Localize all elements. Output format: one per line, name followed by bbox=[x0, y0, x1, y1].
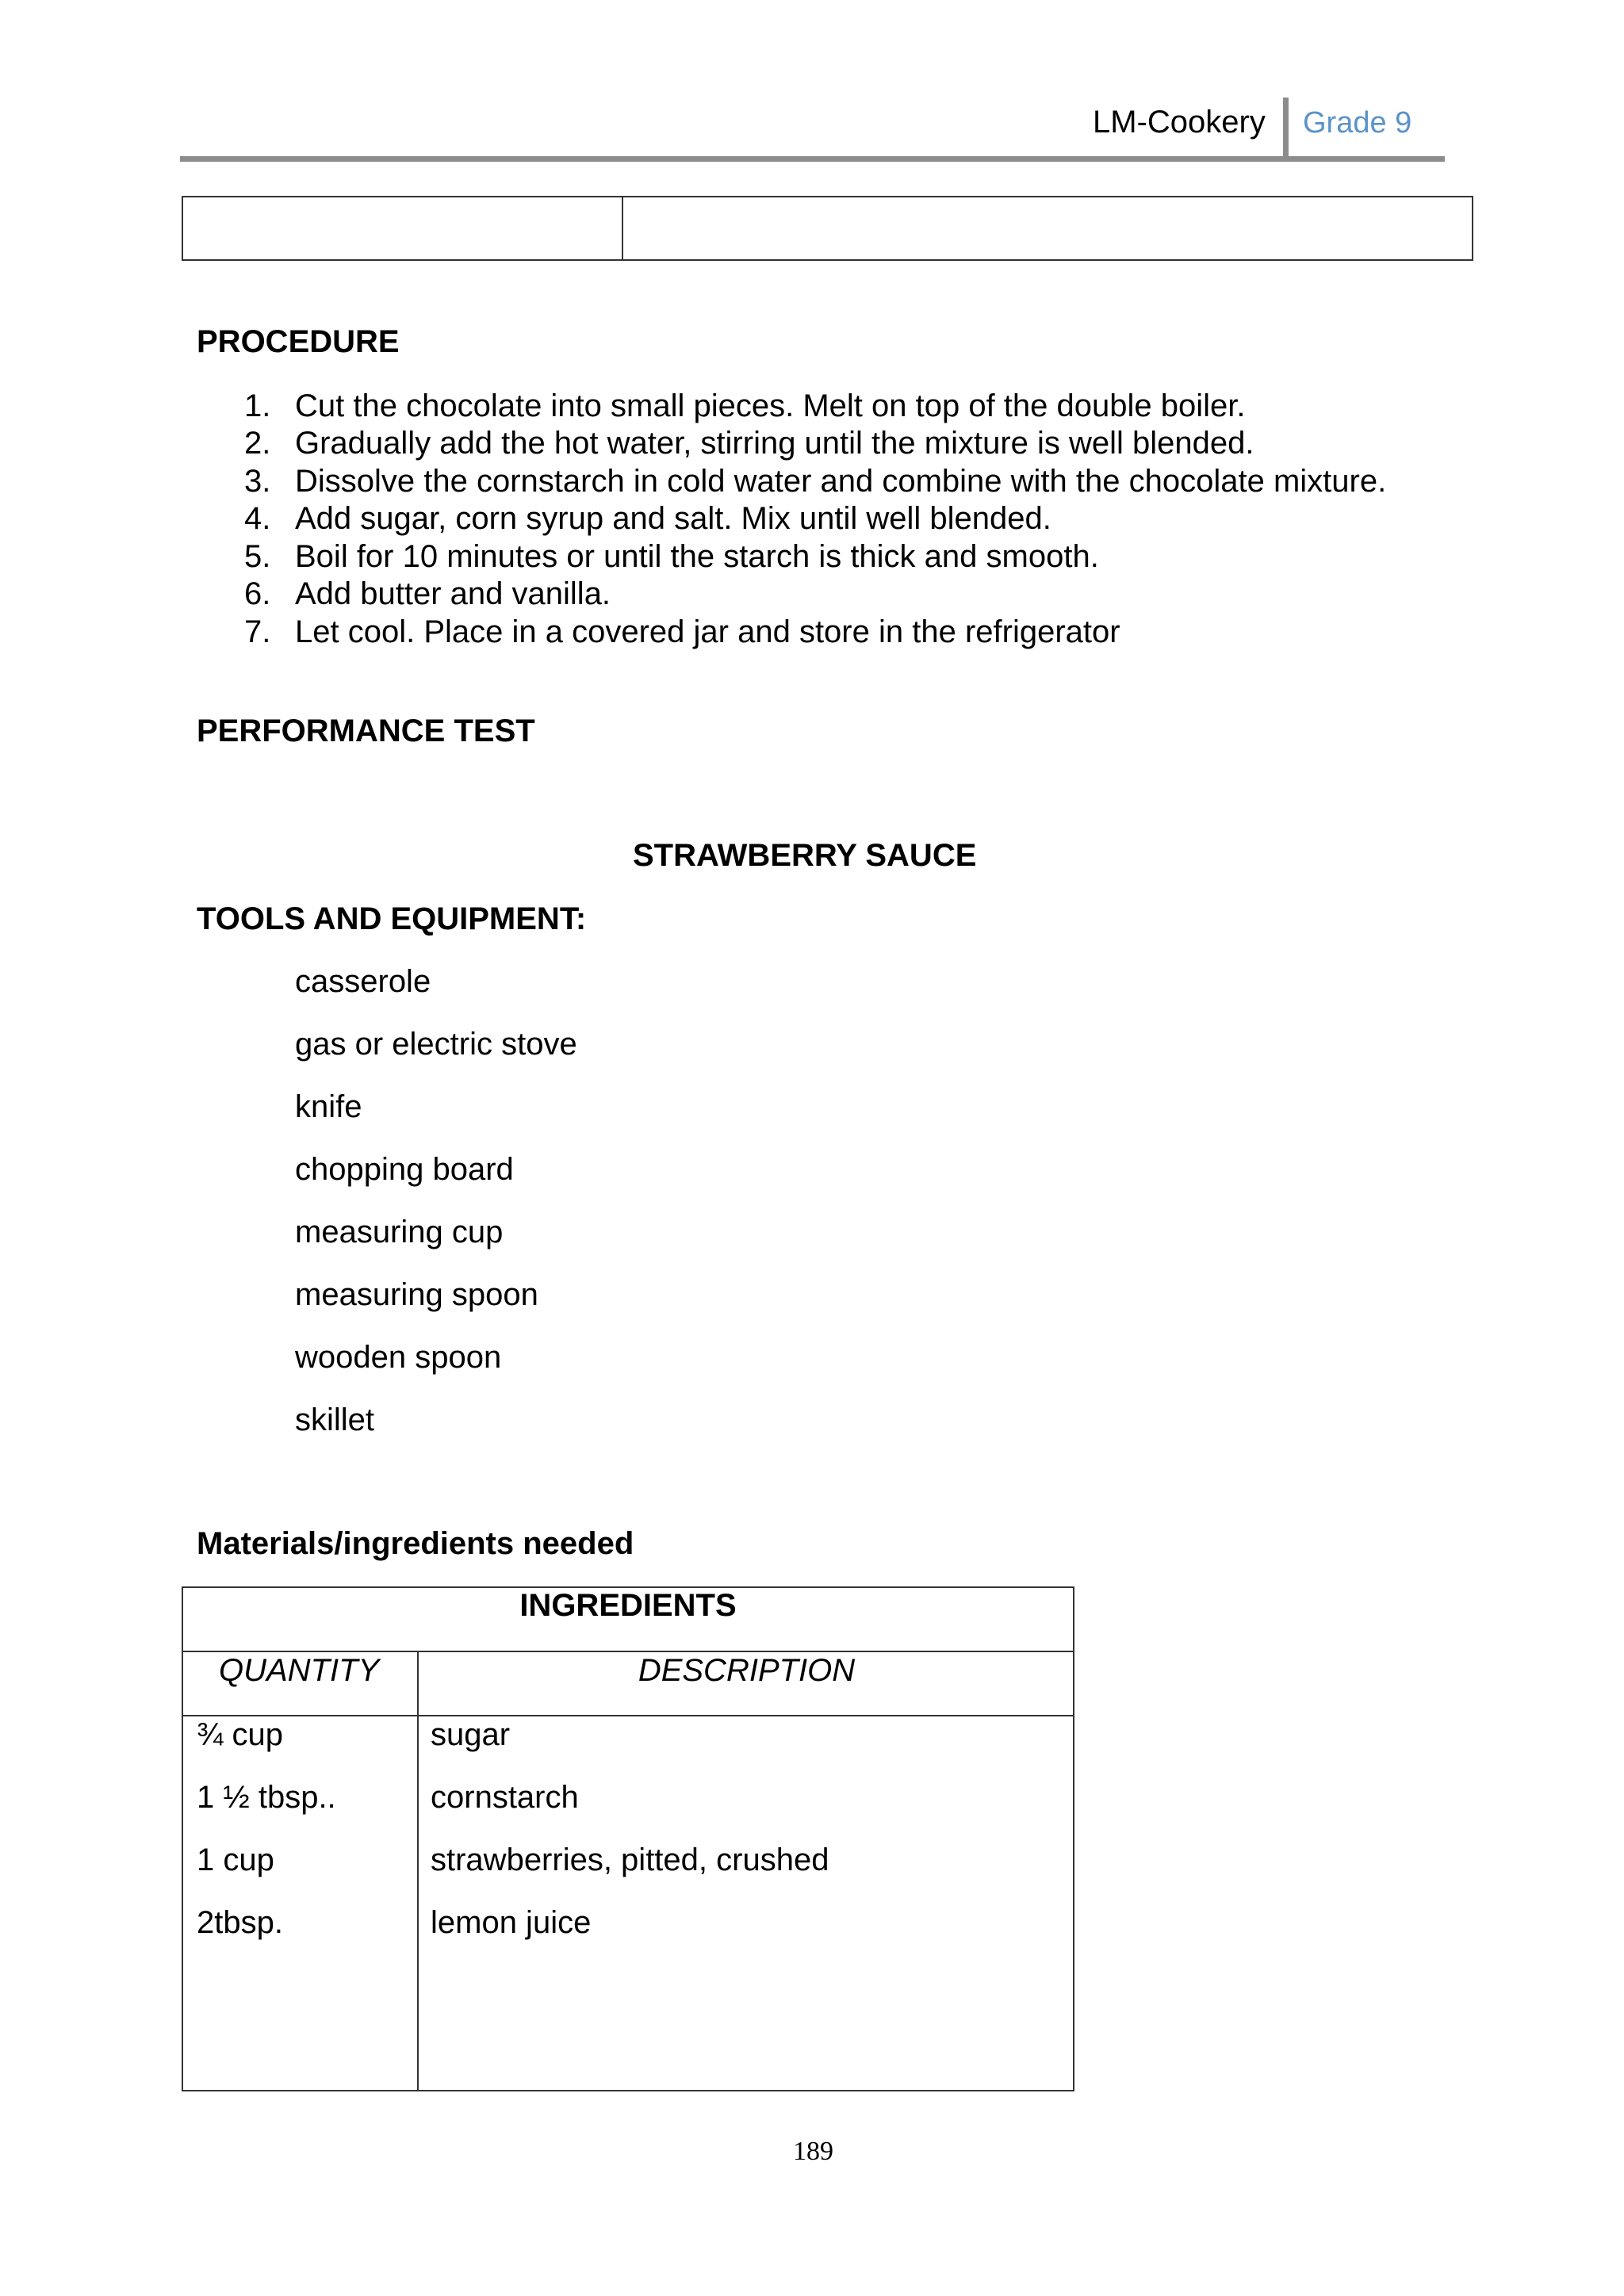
recipe-title: STRAWBERRY SAUCE bbox=[633, 838, 977, 873]
quantity-cell: 1 cup bbox=[197, 1843, 274, 1877]
step-text: Gradually add the hot water, stirring until the mixture is well blended. bbox=[295, 426, 1254, 461]
quantity-cell: ¾ cup bbox=[197, 1717, 283, 1752]
step-number: 5. bbox=[244, 539, 271, 574]
performance-test-heading: PERFORMANCE TEST bbox=[197, 714, 535, 748]
tool-item: gas or electric stove bbox=[295, 1027, 577, 1062]
step-number: 4. bbox=[244, 501, 271, 536]
tool-item: measuring spoon bbox=[295, 1277, 538, 1312]
empty-table bbox=[182, 196, 1473, 261]
step-number: 2. bbox=[244, 426, 271, 461]
tool-item: chopping board bbox=[295, 1152, 514, 1187]
header-rule bbox=[180, 156, 1445, 162]
table-divider bbox=[183, 1651, 1073, 1652]
step-text: Add sugar, corn syrup and salt. Mix until well blended. bbox=[295, 501, 1051, 536]
description-cell: strawberries, pitted, crushed bbox=[431, 1843, 829, 1877]
quantity-column-header: QUANTITY bbox=[219, 1653, 380, 1688]
tools-heading: TOOLS AND EQUIPMENT: bbox=[197, 901, 587, 936]
step-number: 6. bbox=[244, 576, 271, 611]
tool-item: wooden spoon bbox=[295, 1340, 502, 1375]
table-column-divider bbox=[622, 197, 623, 259]
description-cell: cornstarch bbox=[431, 1780, 579, 1815]
step-text: Add butter and vanilla. bbox=[295, 576, 611, 611]
grade-label: Grade 9 bbox=[1303, 106, 1412, 140]
header-separator bbox=[1283, 98, 1289, 159]
step-number: 1. bbox=[244, 388, 271, 423]
step-text: Boil for 10 minutes or until the starch is thick and smooth. bbox=[295, 539, 1099, 574]
ingredients-table bbox=[182, 1586, 1074, 2091]
quantity-cell: 1 ½ tbsp.. bbox=[197, 1780, 336, 1815]
tool-item: measuring cup bbox=[295, 1215, 504, 1249]
step-text: Let cool. Place in a covered jar and store in the refrigerator bbox=[295, 614, 1120, 649]
step-number: 3. bbox=[244, 464, 271, 499]
procedure-heading: PROCEDURE bbox=[197, 324, 400, 359]
description-cell: sugar bbox=[431, 1717, 511, 1752]
tool-item: skillet bbox=[295, 1402, 375, 1437]
description-column-header: DESCRIPTION bbox=[638, 1653, 856, 1688]
table-column-divider bbox=[417, 1651, 419, 2091]
step-number: 7. bbox=[244, 614, 271, 649]
materials-heading: Materials/ingredients needed bbox=[197, 1526, 634, 1561]
page-number: 189 bbox=[793, 2137, 833, 2166]
tool-item: casserole bbox=[295, 964, 431, 999]
document-title: LM-Cookery bbox=[1093, 105, 1266, 140]
quantity-cell: 2tbsp. bbox=[197, 1905, 283, 1940]
ingredients-table-title: INGREDIENTS bbox=[519, 1588, 737, 1623]
table-divider bbox=[183, 1715, 1073, 1716]
step-text: Dissolve the cornstarch in cold water and combine with the chocolate mixture. bbox=[295, 464, 1387, 499]
tool-item: knife bbox=[295, 1089, 362, 1124]
description-cell: lemon juice bbox=[431, 1905, 592, 1940]
step-text: Cut the chocolate into small pieces. Melt on top of the double boiler. bbox=[295, 388, 1246, 423]
